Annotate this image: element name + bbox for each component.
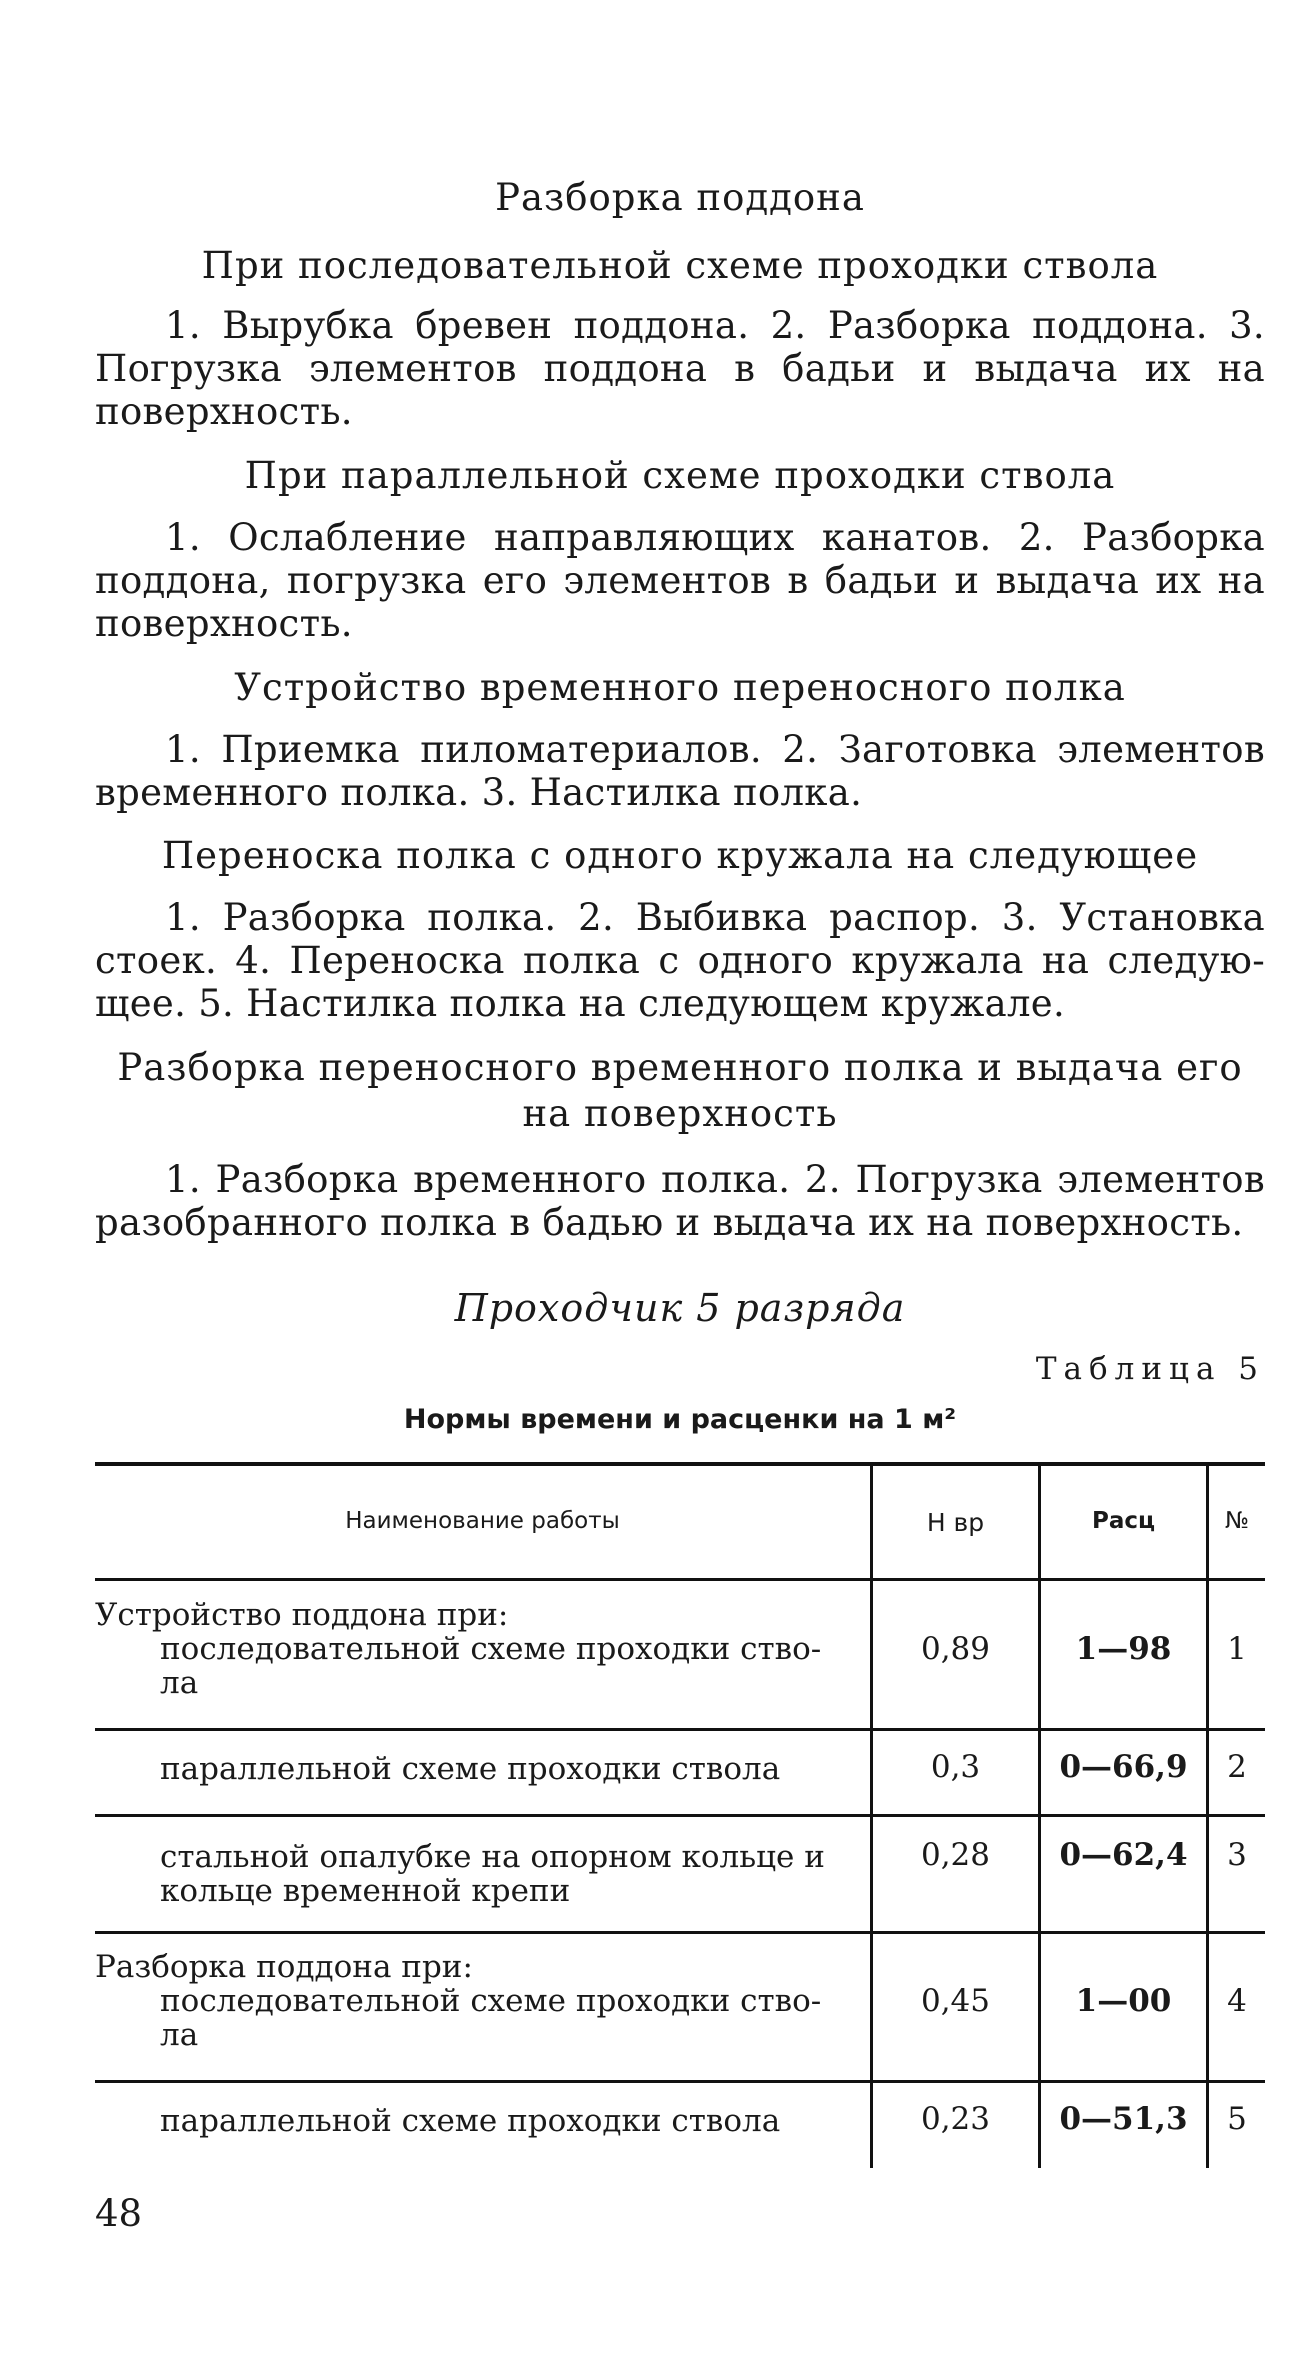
row-rate: 1—00	[1075, 1983, 1172, 2019]
subsection-heading: При последовательной схеме проходки ствола	[201, 244, 1159, 287]
table-rule	[95, 2080, 1265, 2083]
column-rule	[1038, 1466, 1041, 2168]
section-heading-line1: Разборка переносного временного полка и выдача его	[117, 1046, 1243, 1089]
row-number: 2	[1227, 1749, 1247, 1785]
column-header-number: №	[1225, 1508, 1249, 1534]
row-name: ла	[160, 1665, 199, 1701]
row-number: 3	[1227, 1837, 1247, 1873]
table-rule	[95, 1578, 1265, 1581]
table-rule	[95, 1462, 1265, 1466]
row-number: 4	[1227, 1983, 1247, 2019]
row-name: стальной опалубке на опорном кольце и	[160, 1839, 825, 1875]
row-nvr: 0,45	[920, 1983, 991, 2019]
row-nvr: 0,89	[920, 1631, 991, 1667]
row-name: параллельной схеме проходки ствола	[160, 2103, 781, 2139]
row-group-label: Устройство поддона при:	[95, 1597, 509, 1633]
paragraph: 1. Разборка временного полка. 2. Погрузка элементов разобранного полка в бадью и выдача их на поверхность.	[95, 1158, 1265, 1244]
row-name: ла	[160, 2017, 199, 2053]
row-name: кольце временной крепи	[160, 1873, 571, 1909]
subsection-heading: При параллельной схеме проходки ствола	[244, 454, 1116, 497]
table-title: Нормы времени и расценки на 1 м²	[403, 1404, 957, 1435]
paragraph: 1. Ослабление направляющих канатов. 2. Разборка поддона, погрузка его элементов в бадьи и выдача их на поверхность.	[95, 516, 1265, 645]
column-header-nvr: Н вр	[926, 1508, 985, 1537]
row-number: 5	[1227, 2101, 1247, 2137]
column-rule	[1206, 1466, 1209, 2168]
row-rate: 0—62,4	[1059, 1837, 1188, 1873]
column-header-rate: Расц	[1091, 1508, 1156, 1534]
column-rule	[870, 1466, 873, 2168]
page-number: 48	[95, 2192, 143, 2235]
table-rule	[95, 1931, 1265, 1934]
row-rate: 0—66,9	[1059, 1749, 1188, 1785]
paragraph: 1. Вырубка бревен поддона. 2. Разборка поддона. 3. Погрузка элементов поддона в бадьи и выдача их на поверхность.	[95, 304, 1265, 433]
row-nvr: 0,3	[930, 1749, 981, 1785]
section-heading: Устройство временного переносного полка	[234, 666, 1126, 709]
column-header-name: Наименование работы	[345, 1508, 620, 1534]
table-rule	[95, 1814, 1265, 1817]
row-number: 1	[1227, 1631, 1247, 1667]
paragraph: 1. Приемка пиломатериалов. 2. Заготовка элементов временного полка. 3. Настилка полка.	[95, 728, 1265, 814]
row-name: последовательной схеме проходки ство-	[160, 1983, 822, 2019]
row-name: последовательной схеме проходки ство-	[160, 1631, 822, 1667]
table-label: Таблица 5	[1035, 1351, 1265, 1387]
row-rate: 0—51,3	[1059, 2101, 1188, 2137]
row-name: параллельной схеме проходки ствола	[160, 1751, 781, 1787]
row-nvr: 0,28	[920, 1837, 991, 1873]
paragraph: 1. Разборка полка. 2. Выбивка распор. 3. Установка стоек. 4. Переноска полка с одного кружала на следую-щее. 5. Настилка полка на следующем кружале.	[95, 896, 1265, 1025]
row-rate: 1—98	[1075, 1631, 1172, 1667]
section-heading: Переноска полка с одного кружала на следующее	[161, 834, 1199, 877]
row-nvr: 0,23	[920, 2101, 991, 2137]
section-heading: Разборка поддона	[495, 176, 865, 219]
section-heading-line2: на поверхность	[522, 1092, 838, 1135]
worker-grade: Проходчик 5 разряда	[454, 1286, 906, 1330]
row-group-label: Разборка поддона при:	[95, 1949, 473, 1985]
table-rule	[95, 1728, 1265, 1731]
